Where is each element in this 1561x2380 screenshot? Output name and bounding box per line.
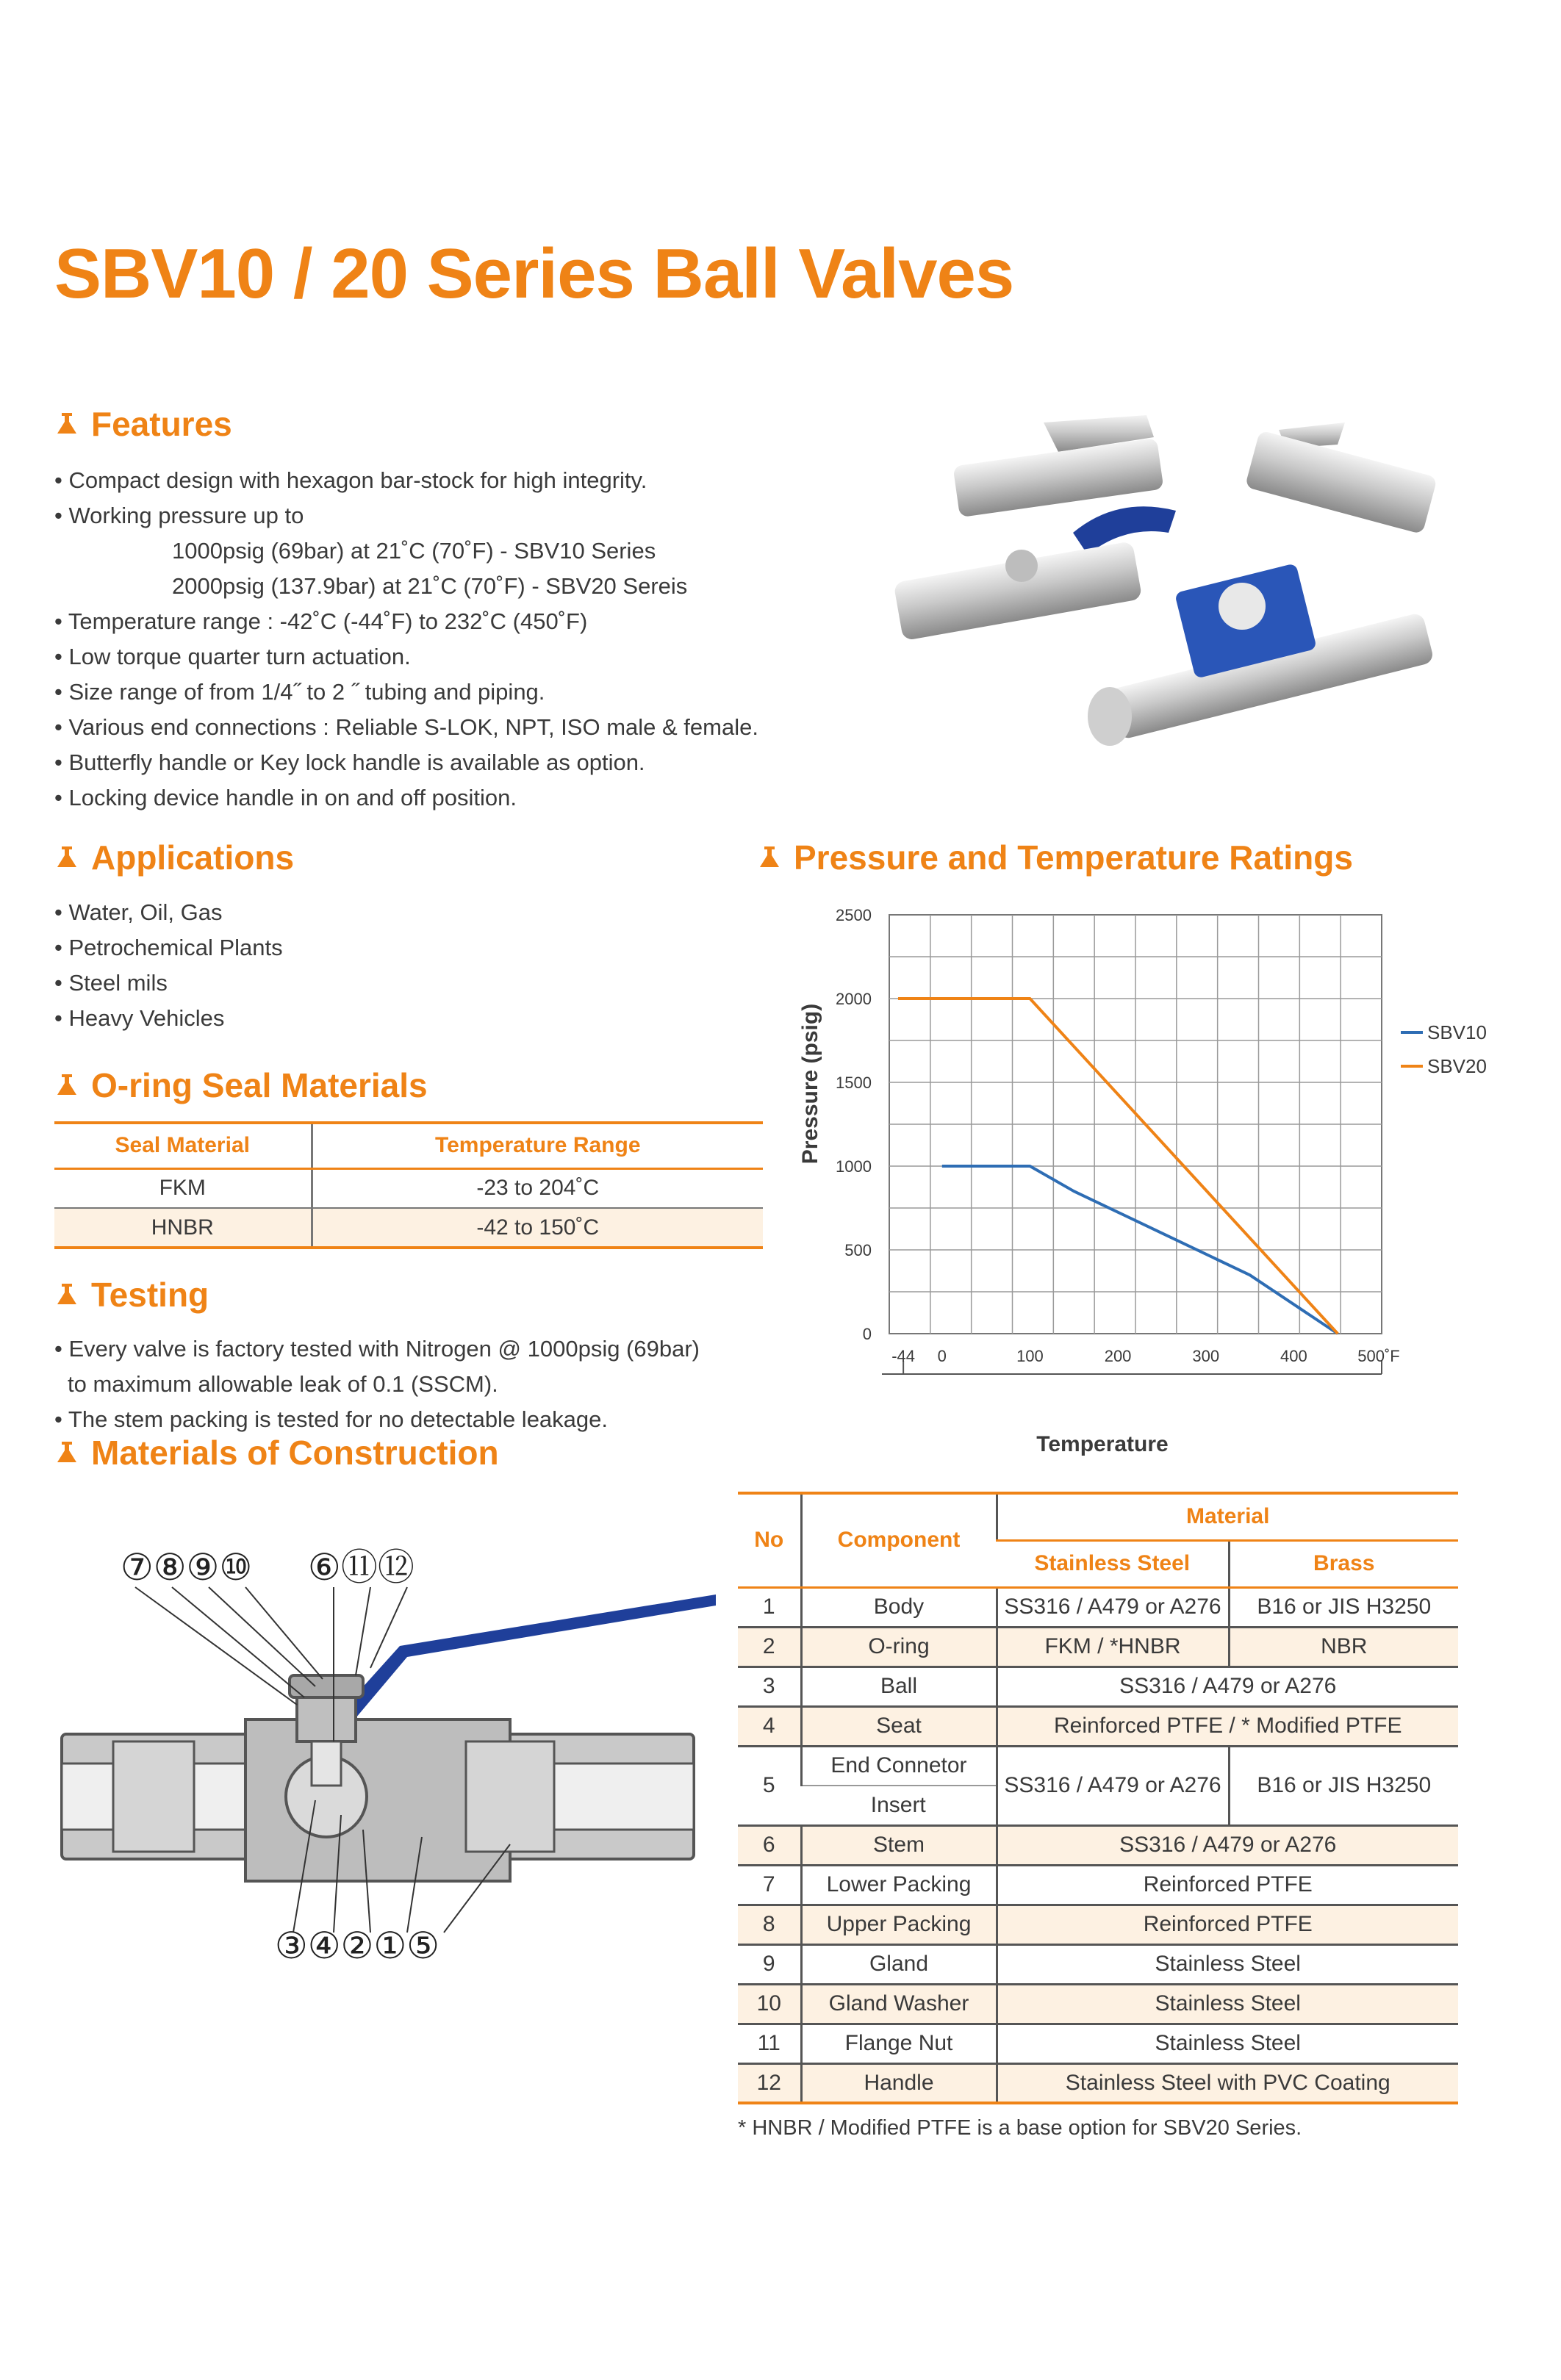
list-item: • Temperature range : -42˚C (-44˚F) to 232˚C (450˚F) <box>54 608 588 634</box>
table-cell: Stainless Steel with PVC Coating <box>997 2063 1458 2103</box>
table-cell: -23 to 204˚C <box>312 1168 763 1208</box>
table-cell: SS316 / A479 or A276 <box>997 1746 1229 1825</box>
table-row <box>738 1627 1458 1667</box>
x-tick-label: 0 <box>937 1347 947 1365</box>
y-tick-label: 1000 <box>836 1157 872 1176</box>
list-item: • The stem packing is tested for no detectable leakage. <box>54 1406 609 1432</box>
table-row <box>738 1865 1458 1905</box>
table-row <box>738 1667 1458 1706</box>
list-item: • Petrochemical Plants <box>54 935 283 960</box>
column-header: Brass <box>1229 1540 1458 1587</box>
table-cell: Stainless Steel <box>997 1944 1458 1984</box>
list-item: 1000psig (69bar) at 21˚C (70˚F) - SBV10 Series <box>172 538 656 564</box>
table-cell: Insert <box>801 1786 997 1825</box>
x-tick-label: 300 <box>1192 1347 1220 1365</box>
table-row <box>738 1587 1458 1627</box>
table-cell: Gland Washer <box>801 1984 997 2024</box>
table-row <box>54 1208 763 1248</box>
y-tick-label: 2000 <box>836 990 872 1008</box>
column-header: Seal Material <box>54 1123 312 1168</box>
chart-legend <box>1401 1021 1487 1077</box>
valve-bullet-icon <box>54 1282 79 1307</box>
table-cell: FKM / *HNBR <box>997 1627 1229 1667</box>
table-cell: Stainless Steel <box>997 2024 1458 2063</box>
product-photo <box>867 408 1477 761</box>
handle <box>334 1595 716 1727</box>
table-cell: -42 to 150˚C <box>312 1208 763 1248</box>
page-title: SBV10 / 20 Series Ball Valves <box>54 234 1014 313</box>
pressure-temperature-chart <box>779 893 1514 1473</box>
valve-bullet-icon <box>54 845 79 870</box>
list-item: • Working pressure up to <box>54 503 304 528</box>
table-cell: Stainless Steel <box>997 1984 1458 2024</box>
table-cell: 1 <box>738 1587 801 1627</box>
table-cell: 5 <box>738 1746 801 1825</box>
x-tick-label: -44 <box>891 1347 916 1365</box>
y-tick-label: 2500 <box>836 906 872 924</box>
table-cell: SS316 / A479 or A276 <box>997 1825 1458 1865</box>
materials-heading: Materials of Construction <box>54 1433 499 1473</box>
table-cell: Seat <box>801 1706 997 1746</box>
features-heading: Features <box>54 404 232 444</box>
chart-grid <box>889 915 1382 1334</box>
table-row <box>738 1746 1458 1786</box>
table-row <box>738 1706 1458 1746</box>
legend-label: SBV10 <box>1427 1021 1487 1043</box>
valve-cross-section-diagram <box>54 1521 716 1962</box>
table-cell: HNBR <box>54 1208 312 1248</box>
table-cell: Ball <box>801 1667 997 1706</box>
table-cell: Reinforced PTFE / * Modified PTFE <box>997 1706 1458 1746</box>
y-ticks <box>836 906 872 1343</box>
table-cell: Reinforced PTFE <box>997 1905 1458 1944</box>
column-header: Stainless Steel <box>997 1540 1229 1587</box>
list-item: • Steel mils <box>54 970 168 996</box>
x-tick-label: 500˚F <box>1357 1347 1400 1365</box>
table-cell: 2 <box>738 1627 801 1667</box>
table-cell: B16 or JIS H3250 <box>1229 1587 1458 1627</box>
valve-bullet-icon <box>54 1440 79 1465</box>
table-cell: 10 <box>738 1984 801 2024</box>
table-cell: 6 <box>738 1825 801 1865</box>
table-cell: Lower Packing <box>801 1865 997 1905</box>
testing-heading: Testing <box>54 1275 209 1315</box>
table-cell: Handle <box>801 2063 997 2103</box>
table-row <box>738 1905 1458 1944</box>
table-cell: SS316 / A479 or A276 <box>997 1667 1458 1706</box>
list-item: • Locking device handle in on and off position. <box>54 785 517 810</box>
top-callouts-right: ⑥⑪⑫ <box>308 1547 415 1588</box>
valve-bullet-icon <box>54 1073 79 1098</box>
list-item: • Various end connections : Reliable S-LOK, NPT, ISO male & female. <box>54 714 758 740</box>
list-item: • Low torque quarter turn actuation. <box>54 644 411 669</box>
materials-table <box>738 1492 1458 2104</box>
table-row <box>738 1944 1458 1984</box>
list-item: • Water, Oil, Gas <box>54 899 223 925</box>
bottom-callouts: ③④②①⑤ <box>275 1925 440 1962</box>
table-cell: 12 <box>738 2063 801 2103</box>
list-item: 2000psig (137.9bar) at 21˚C (70˚F) - SBV20 Sereis <box>172 573 688 599</box>
testing-list <box>54 1331 700 1437</box>
list-item: • Size range of from 1/4˝ to 2 ˝ tubing and piping. <box>54 679 545 705</box>
table-cell: NBR <box>1229 1627 1458 1667</box>
table-cell: SS316 / A479 or A276 <box>997 1587 1229 1627</box>
table-cell: 8 <box>738 1905 801 1944</box>
table-cell: Reinforced PTFE <box>997 1865 1458 1905</box>
oring-heading: O-ring Seal Materials <box>54 1065 428 1105</box>
list-item: • Butterfly handle or Key lock handle is available as option. <box>54 749 645 775</box>
table-cell: Body <box>801 1587 997 1627</box>
applications-heading: Applications <box>54 838 294 877</box>
x-axis-label: Temperature <box>1036 1432 1169 1456</box>
column-header: Temperature Range <box>312 1123 763 1168</box>
x-tick-label: 100 <box>1016 1347 1044 1365</box>
valve-bullet-icon <box>54 411 79 436</box>
table-row <box>738 1825 1458 1865</box>
ratings-heading: Pressure and Temperature Ratings <box>757 838 1353 877</box>
list-item: • Every valve is factory tested with Nitrogen @ 1000psig (69bar) <box>54 1336 700 1362</box>
x-ticks <box>882 1347 1400 1374</box>
table-cell: Gland <box>801 1944 997 1984</box>
column-header: No <box>738 1493 801 1587</box>
list-item: • Heavy Vehicles <box>54 1005 225 1031</box>
table-row <box>738 2063 1458 2103</box>
table-cell: 4 <box>738 1706 801 1746</box>
column-header: Material <box>997 1493 1458 1540</box>
y-tick-label: 1500 <box>836 1074 872 1092</box>
column-header: Component <box>801 1493 997 1587</box>
applications-list <box>54 895 283 1036</box>
footnote: * HNBR / Modified PTFE is a base option for SBV20 Series. <box>738 2116 1302 2140</box>
table-cell: Stem <box>801 1825 997 1865</box>
table-cell: O-ring <box>801 1627 997 1667</box>
features-list <box>54 463 758 816</box>
table-row <box>738 1984 1458 2024</box>
x-tick-label: 200 <box>1104 1347 1132 1365</box>
x-tick-label: 400 <box>1280 1347 1307 1365</box>
oring-table <box>54 1121 763 1249</box>
legend-label: SBV20 <box>1427 1055 1487 1077</box>
table-cell: 7 <box>738 1865 801 1905</box>
table-cell: 11 <box>738 2024 801 2063</box>
valve-bullet-icon <box>757 845 782 870</box>
table-row <box>54 1168 763 1208</box>
table-cell: B16 or JIS H3250 <box>1229 1746 1458 1825</box>
table-cell: Flange Nut <box>801 2024 997 2063</box>
y-tick-label: 500 <box>844 1241 872 1259</box>
y-axis-label: Pressure (psig) <box>798 1003 822 1165</box>
list-item: • Compact design with hexagon bar-stock for high integrity. <box>54 467 647 493</box>
list-item: to maximum allowable leak of 0.1 (SSCM). <box>68 1371 498 1397</box>
table-cell: 3 <box>738 1667 801 1706</box>
table-cell: End Connetor <box>801 1746 997 1786</box>
top-callouts-left: ⑦⑧⑨⑩ <box>121 1547 253 1588</box>
y-tick-label: 0 <box>862 1325 872 1343</box>
table-row <box>738 2024 1458 2063</box>
table-cell: FKM <box>54 1168 312 1208</box>
table-cell: 9 <box>738 1944 801 1984</box>
table-cell: Upper Packing <box>801 1905 997 1944</box>
